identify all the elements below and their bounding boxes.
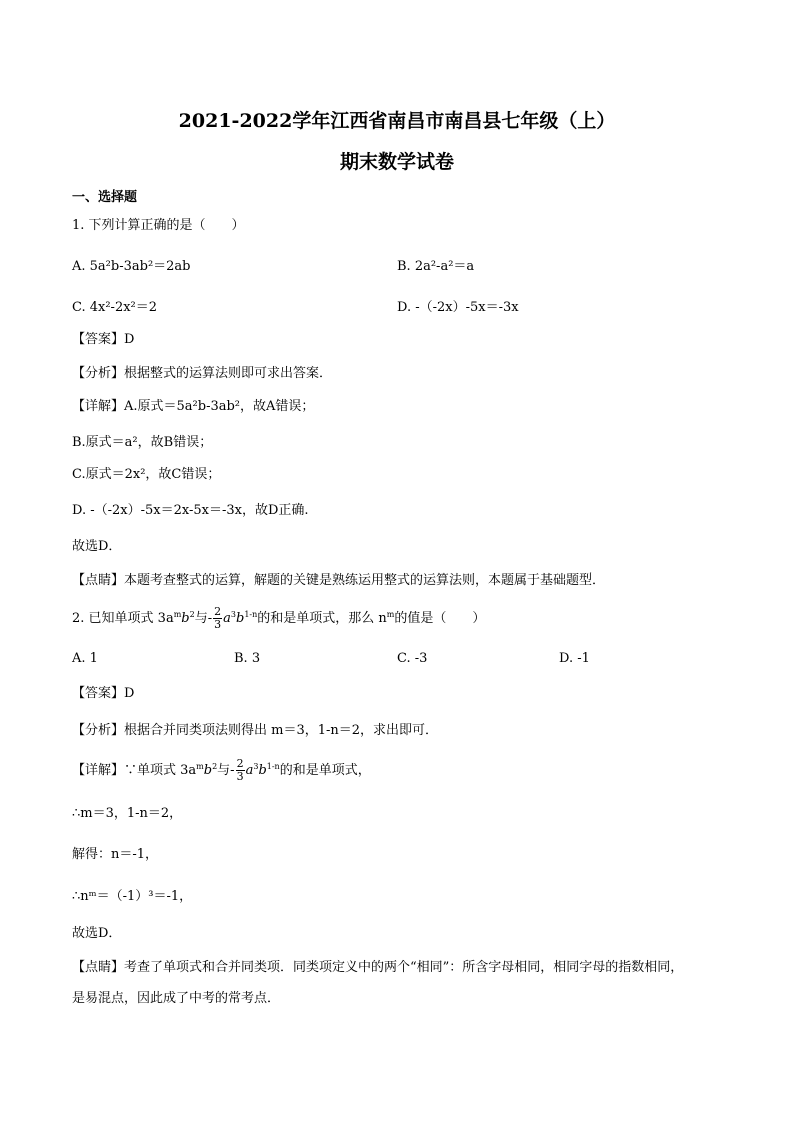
q2-option-a: A. 1 — [72, 651, 98, 666]
q2-detail-prefix: 【详解】∵单项式 3a — [72, 763, 197, 778]
q2-analysis: 【分析】根据合并同类项法则得出 m＝3，1-n＝2，求出即可． — [72, 723, 439, 738]
q1-detail-b: B.原式＝a²，故B错误； — [72, 435, 213, 450]
section-heading: 一、选择题 — [72, 190, 138, 205]
q2-detail-mid: 与- — [217, 763, 235, 778]
q2-step3: ∴nᵐ＝（-1）³＝-1， — [72, 889, 193, 904]
document-title-line1: 2021-2022学年江西省南昌市南昌县七年级（上） — [178, 110, 616, 132]
q2-frac-num: 2 — [214, 605, 222, 618]
q2-detail: 【详解】∵单项式 $3a^mb^2$与- $\frac{2}{3}$ $a^3b^{1-n}$的和是单项式， — [72, 757, 371, 783]
q2-comment-line2: 是易混点，因此成了中考的常考点． — [72, 991, 281, 1006]
q2-detail-suffix: 的和是单项式， — [279, 763, 371, 778]
q2-answer: 【答案】D — [72, 686, 135, 701]
q2-detail-frac-num: 2 — [236, 757, 244, 770]
q2-choose: 故选D． — [72, 926, 122, 941]
q1-detail-a: 【详解】A.原式＝5a²b-3ab²，故A错误； — [72, 399, 315, 414]
q2-comment-line1: 【点睛】考查了单项式和合并同类项．同类项定义中的两个“相同”：所含字母相同，相同字母的指数相同， — [72, 960, 684, 975]
q2-stem-fraction — [213, 606, 222, 631]
q2-frac-den: 3 — [214, 618, 222, 631]
q2-detail-frac-den: 3 — [236, 770, 244, 783]
q1-detail-d: D. -（-2x）-5x＝2x-5x＝-3x，故D正确. — [72, 503, 309, 518]
q2-step1: ∴m＝3，1-n＝2， — [72, 806, 183, 821]
q2-stem: 2. 已知单项式 $3a^mb^2$与- $\frac{2}{3}$ $a^3b^{1-n}$的和是单项式，那么 $n^m$的值是（ ） — [72, 605, 486, 631]
q2-option-d: D. -1 — [559, 651, 590, 666]
q2-step2: 解得：n＝-1， — [72, 847, 159, 862]
q1-detail-c: C.原式＝2x²，故C错误； — [72, 467, 221, 482]
q2-option-c: C. -3 — [397, 651, 428, 666]
document-title-line2: 期末数学试卷 — [339, 151, 454, 173]
q2-stem-suffix: 的和是单项式，那么 n — [257, 611, 387, 626]
q2-stem-mid: 与- — [194, 611, 213, 626]
q2-stem-end: 的值是（ ） — [394, 611, 486, 626]
q1-choose: 故选D． — [72, 539, 122, 554]
q1-stem: 1. 下列计算正确的是（ ） — [72, 218, 245, 233]
q1-comment: 【点睛】本题考查整式的运算，解题的关键是熟练运用整式的运算法则，本题属于基础题型． — [72, 573, 606, 588]
q1-option-a: A. 5a²b-3ab²＝2ab — [72, 259, 191, 274]
q2-option-b: B. 3 — [234, 651, 261, 666]
q1-option-c: C. 4x²-2x²＝2 — [72, 300, 158, 315]
q2-stem-prefix: 2. 已知单项式 3a — [72, 611, 174, 626]
q2-detail-fraction — [236, 758, 245, 783]
q1-option-d: D. -（-2x）-5x＝-3x — [397, 300, 519, 315]
q1-analysis: 【分析】根据整式的运算法则即可求出答案． — [72, 366, 333, 381]
q1-answer: 【答案】D — [72, 332, 135, 347]
q1-option-b: B. 2a²-a²＝a — [397, 259, 475, 274]
